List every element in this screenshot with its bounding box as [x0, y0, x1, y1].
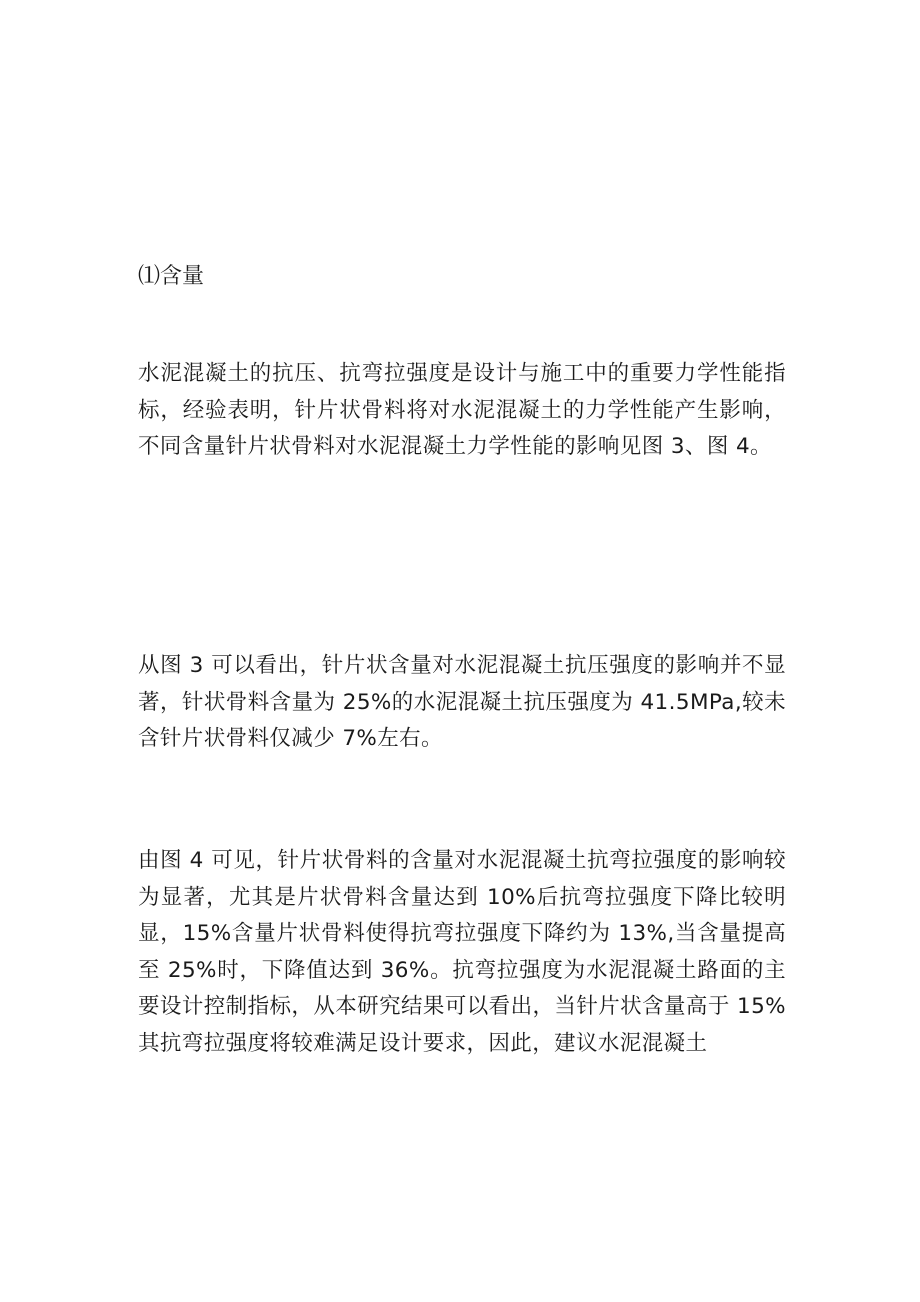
paragraph-compressive-strength: 从图 3 可以看出，针片状含量对水泥混凝土抗压强度的影响并不显著，针状骨料含量为 25%的水泥混凝土抗压强度为 41.5MPa,较未含针片状骨料仅减少 7%左右。	[138, 653, 786, 751]
paragraph-flexural-strength: 由图 4 可见，针片状骨料的含量对水泥混凝土抗弯拉强度的影响较为显著，尤其是片状骨料含量达到 10%后抗弯拉强度下降比较明显，15%含量片状骨料使得抗弯拉强度下降约为 13%,当含量提高至 25%时，下降值达到 36%。抗弯拉强度为水泥混凝土路面的主要设计控制指标，从本研究结果可以看出，当针片状含量高于 15%其抗弯拉强度将较难满足设计要求，因此，建议水泥混凝土	[138, 848, 786, 1056]
section-heading: ⑴含量	[138, 264, 205, 289]
paragraph-mechanical-properties: 水泥混凝土的抗压、抗弯拉强度是设计与施工中的重要力学性能指标，经验表明，针片状骨料将对水泥混凝土的力学性能产生影响，不同含量针片状骨料对水泥混凝土力学性能的影响见图 3、图 4。	[138, 361, 786, 459]
